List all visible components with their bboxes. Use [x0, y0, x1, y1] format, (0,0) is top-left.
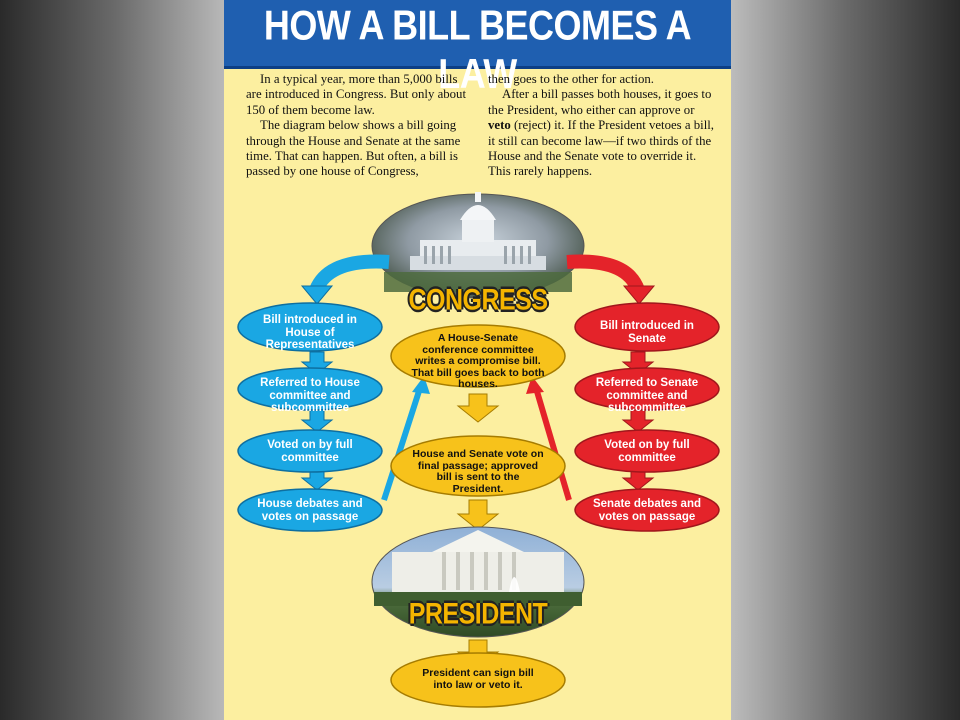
intro-text: (reject) it. If the President vetoes a bill, it still can become law—if two thirds of the House and the Senate vote to override it. This rarely happens.	[488, 118, 715, 179]
house-arrow	[302, 470, 332, 490]
poster	[224, 0, 731, 720]
conference-step: A House-Senate conference committee writes a compromise bill. That bill goes back to both houses.	[411, 332, 545, 390]
senate-step-2: Referred to Senate committee and subcommittee	[595, 377, 699, 414]
intro-paragraph: The diagram below shows a bill going through the House and Senate at the same time. That can happen. But often, a bill is passed by one house of Congress,	[246, 118, 461, 179]
house-step-3: Voted on by full committee	[267, 439, 353, 464]
intro-paragraph: then goes to the other for action.	[488, 72, 654, 86]
president-step: President can sign bill into law or veto it.	[422, 667, 534, 691]
house-step-1: Bill introduced in House of Representatives	[263, 314, 357, 351]
center-arrow	[458, 500, 498, 530]
arrow-to-senate-head	[624, 286, 654, 304]
senate-step-4: Senate debates and votes on passage	[592, 498, 701, 523]
senate-step-1: Bill introduced in Senate	[600, 320, 694, 345]
president-label: PRESIDENT	[408, 597, 548, 631]
final-passage-step: House and Senate vote on final passage; approved bill is sent to the President.	[412, 448, 544, 495]
arrow-to-house-head	[302, 286, 332, 304]
house-step-4: House debates and votes on passage	[257, 498, 363, 523]
center-arrow	[458, 394, 498, 422]
house-step-2: Referred to House committee and subcommittee	[260, 377, 360, 414]
senate-arrow	[623, 470, 653, 490]
intro-text: After a bill passes both houses, it goes to the President, who either can approve or	[488, 87, 712, 117]
page-title: HOW A BILL BECOMES A LAW	[263, 1, 692, 98]
intro-paragraph: In a typical year, more than 5,000 bills are introduced in Congress. But only about 150 of them become law.	[246, 72, 466, 117]
congress-label: CONGRESS	[408, 283, 548, 317]
veto-term: veto	[488, 118, 511, 133]
capitol-image	[372, 192, 584, 298]
senate-step-3: Voted on by full committee	[604, 439, 690, 464]
